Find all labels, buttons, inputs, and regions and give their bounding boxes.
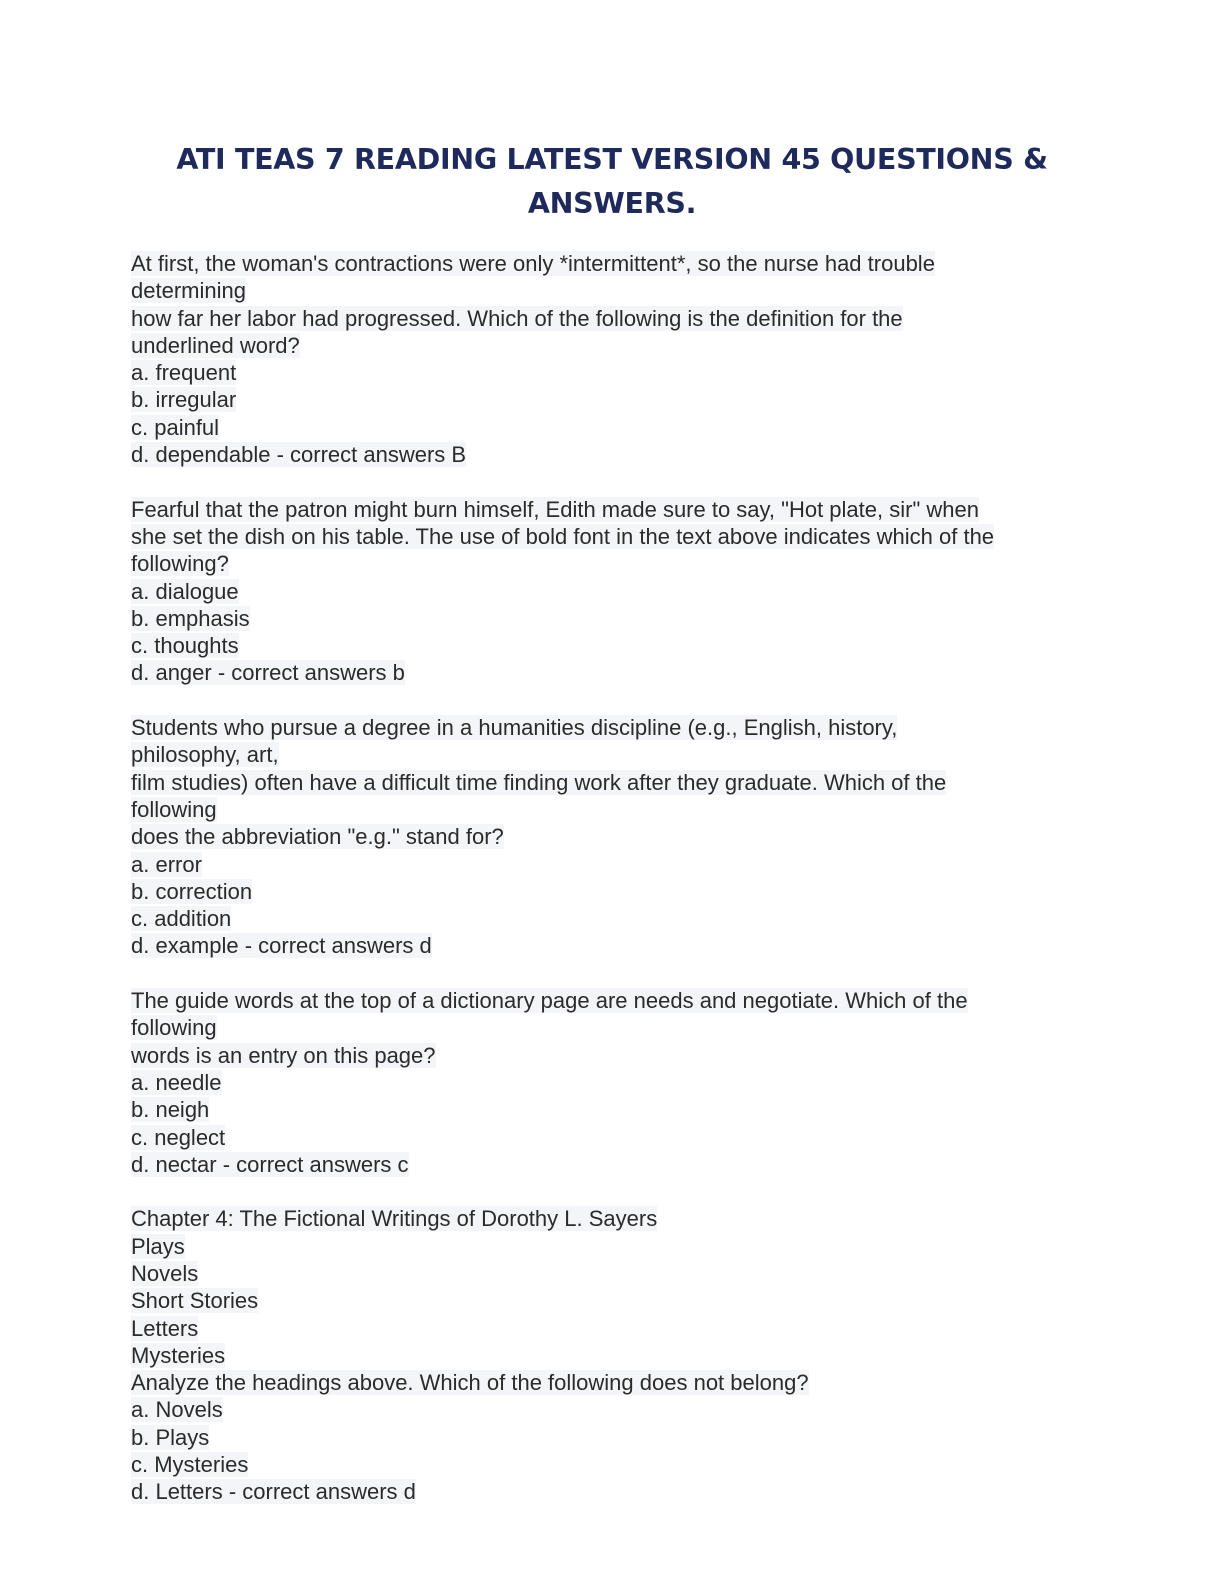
answer-option: a. dialogue: [131, 578, 239, 604]
document-body: [131, 250, 1091, 1533]
question-line: underlined word?: [131, 332, 300, 358]
answer-option: a. error: [131, 851, 202, 877]
question-line: following: [131, 796, 217, 822]
question-line: The guide words at the top of a dictionary page are needs and negotiate. Which of the: [131, 988, 968, 1014]
answer-option-correct: d. dependable - correct answers B: [131, 442, 467, 468]
question-line: following?: [131, 551, 229, 577]
answer-option: a. Novels: [131, 1397, 223, 1423]
answer-option: c. painful: [131, 414, 220, 440]
answer-option: c. thoughts: [131, 633, 239, 659]
question-line: words is an entry on this page?: [131, 1042, 436, 1068]
question-line: At first, the woman's contractions were only *intermittent*, so the nurse had trouble: [131, 251, 935, 276]
question-line: philosophy, art,: [131, 742, 279, 768]
answer-option: b. neigh: [131, 1097, 210, 1123]
answer-option: a. needle: [131, 1069, 222, 1095]
question-line: film studies) often have a difficult time finding work after they graduate. Which of the: [131, 769, 947, 795]
heading-item: Letters: [131, 1315, 199, 1341]
answer-option: b. Plays: [131, 1424, 210, 1450]
question-block: [131, 987, 1091, 1178]
question-block: [131, 250, 1091, 468]
answer-option: c. addition: [131, 906, 232, 932]
answer-option-correct: d. nectar - correct answers c: [131, 1151, 409, 1177]
heading-item: Short Stories: [131, 1288, 259, 1314]
answer-option: a. frequent: [131, 360, 237, 386]
heading-item: Mysteries: [131, 1342, 226, 1368]
question-line: how far her labor had progressed. Which of the following is the definition for the: [131, 305, 903, 331]
answer-option: b. correction: [131, 878, 253, 904]
document-title: ATI TEAS 7 READING LATEST VERSION 45 QUESTIONS & ANSWERS.: [176, 143, 1048, 220]
question-line: does the abbreviation "e.g." stand for?: [131, 824, 504, 850]
question-line: Chapter 4: The Fictional Writings of Dorothy L. Sayers: [131, 1206, 658, 1232]
answer-option: b. irregular: [131, 387, 237, 413]
question-block: [131, 496, 1091, 687]
question-line: determining: [131, 278, 246, 304]
question-line: Students who pursue a degree in a humanities discipline (e.g., English, history,: [131, 715, 898, 741]
question-line: Analyze the headings above. Which of the following does not belong?: [131, 1370, 809, 1396]
question-line: she set the dish on his table. The use of bold font in the text above indicates which of the: [131, 523, 995, 549]
heading-item: Novels: [131, 1260, 199, 1286]
heading-item: Plays: [131, 1233, 185, 1259]
question-block: [131, 714, 1091, 960]
question-line: Fearful that the patron might burn himself, Edith made sure to say, "Hot plate, sir" when: [131, 496, 979, 522]
answer-option: c. neglect: [131, 1124, 226, 1150]
answer-option: b. emphasis: [131, 605, 250, 631]
answer-option: c. Mysteries: [131, 1452, 249, 1478]
question-line: following: [131, 1015, 217, 1041]
answer-option-correct: d. anger - correct answers b: [131, 660, 405, 686]
answer-option-correct: d. example - correct answers d: [131, 933, 432, 959]
question-block: [131, 1205, 1091, 1505]
answer-option-correct: d. Letters - correct answers d: [131, 1479, 416, 1505]
